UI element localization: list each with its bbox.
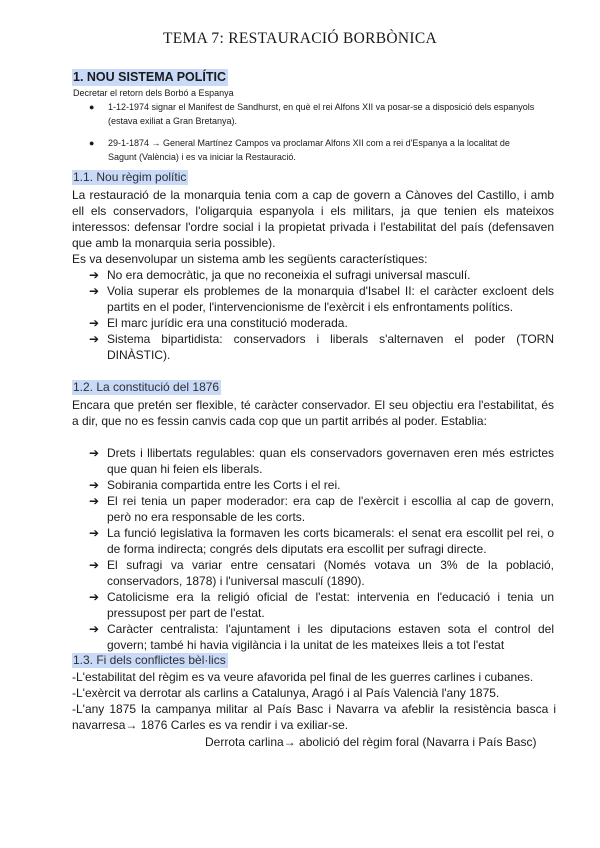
arrow-icon: ➔: [89, 622, 100, 636]
list-item: [0, 136, 600, 164]
bullet-icon: ●: [89, 138, 95, 148]
bullet-text: 29-1-1874 → General Martínez Campos va proclamar Alfons XII com a rei d'Espanya a la localitat de Sagunt (València) i es va iniciar la Restauració.: [108, 138, 510, 162]
list-item: ➔ El rei tenia un paper moderador: era cap de l'exèrcit i escollia al cap de govern, però no era responsable de les corts.: [89, 494, 554, 524]
arrow-icon: ➔: [89, 478, 100, 492]
section-1-1-intro: Es va desenvolupar un sistema amb les següents característiques:: [72, 252, 428, 266]
bullet-text: 1-12-1974 signar el Manifest de Sandhurst, en què el rei Alfons XII va posar-se a disposició dels espanyols (estava exiliat a Gran Bretanya).: [108, 102, 535, 126]
list-item: ➔ Drets i llibertats regulables: quan els conservadors governaven eren més estrictes que quan hi feien els liberals.: [89, 446, 554, 476]
arrow-icon: ➔: [89, 446, 100, 460]
arrow-icon: ➔: [89, 284, 100, 298]
list-item: ➔ Catolicisme era la religió oficial de l'estat: intervenia en l'educació i tenia un pressupost per part de l'estat.: [89, 590, 554, 620]
section-1-3-lines: [72, 669, 556, 733]
bullet-icon: ●: [89, 102, 95, 112]
section-1-3-heading: 1.3. Fi dels conflictes bèl·lics: [73, 653, 226, 667]
list-item: ➔ La funció legislativa la formaven les corts bicamerals: el senat era escollit pel rei, o de forma indirecta; congrés dels diputats era escollit per sufragi directe.: [89, 526, 554, 556]
arrow-icon: ➔: [89, 558, 100, 572]
arrow-icon: ➔: [89, 332, 100, 346]
list-item: ➔ El sufragi va variar entre censatari (Només votava un 3% de la població, conservadors, 1878) i l'universal masculí (1890).: [89, 558, 554, 588]
section-1-1-paragraph: La restauració de la monarquia tenia com a cap de govern a Cànoves del Castillo, i amb ell els conservadors, l'oligarquia espanyola i els militars, ja que tenien els mateixos interessos: defensar l'ordre social i la propietat privada i l'estabilitat del país (defensaven que amb la monarquia seria possible).: [72, 188, 554, 250]
section-1-2-list: [0, 445, 600, 653]
list-item: ➔ Caràcter centralista: l'ajuntament i les diputacions estaven sota el control del govern; també hi havia vigilància i la unitat de les mateixes lleis a tot l'estat: [89, 622, 554, 652]
arrow-icon: ➔: [89, 316, 100, 330]
section-1-note: Decretar el retorn dels Borbó a Espanya: [73, 88, 234, 98]
arrow-icon: ➔: [89, 494, 100, 508]
section-1-1-heading: 1.1. Nou règim polític: [73, 170, 187, 184]
arrow-icon: ➔: [89, 590, 100, 604]
list-item: ➔ Sistema bipartidista: conservadors i liberals s'alternaven el poder (TORN DINÀSTIC).: [89, 332, 554, 362]
section-1-1-list: [0, 267, 600, 363]
arrow-icon: ➔: [89, 268, 100, 282]
text-line: -L'exèrcit va derrotar als carlins a Catalunya, Aragó i al País Valencià l'any 1875.: [72, 686, 500, 700]
list-item: ➔ Volia superar els problemes de la monarquia d'Isabel II: el caràcter excloent dels partits en el poder, l'intervencionisme de l'exèrcit i els enfrontaments polítics.: [89, 284, 554, 314]
section-1-bullet-list: [0, 100, 600, 164]
page-title: TEMA 7: RESTAURACIÓ BORBÒNICA: [163, 30, 437, 47]
arrow-icon: ➔: [89, 526, 100, 540]
text-line: -L'any 1875 la campanya militar al País Basc i Navarra va afeblir la resistència basca i navarresa→ 1876 Carles es va rendir i va exiliar-se.: [72, 702, 556, 732]
section-1-2-paragraph: Encara que pretén ser flexible, té caràcter conservador. El seu objectiu era l'estabilitat, és a dir, que no es fessin canvis cada cop que un partit arribés al poder. Establia:: [72, 398, 554, 428]
list-item: ➔ El marc jurídic era una constitució moderada.: [89, 316, 348, 330]
section-1-2-heading: 1.2. La constitució del 1876: [73, 380, 220, 394]
list-item: [0, 100, 600, 128]
section-1-3-conclusion: Derrota carlina→ abolició del règim foral (Navarra i País Basc): [205, 735, 537, 749]
list-item: ➔ Sobirania compartida entre les Corts i el rei.: [89, 478, 341, 492]
section-1-heading: 1. NOU SISTEMA POLÍTIC: [73, 70, 227, 84]
list-item: ➔ No era democràtic, ja que no reconeixia el sufragi universal masculí.: [89, 268, 471, 282]
text-line: -L'estabilitat del règim es va veure afavorida pel final de les guerres carlines i cubanes.: [72, 670, 534, 684]
